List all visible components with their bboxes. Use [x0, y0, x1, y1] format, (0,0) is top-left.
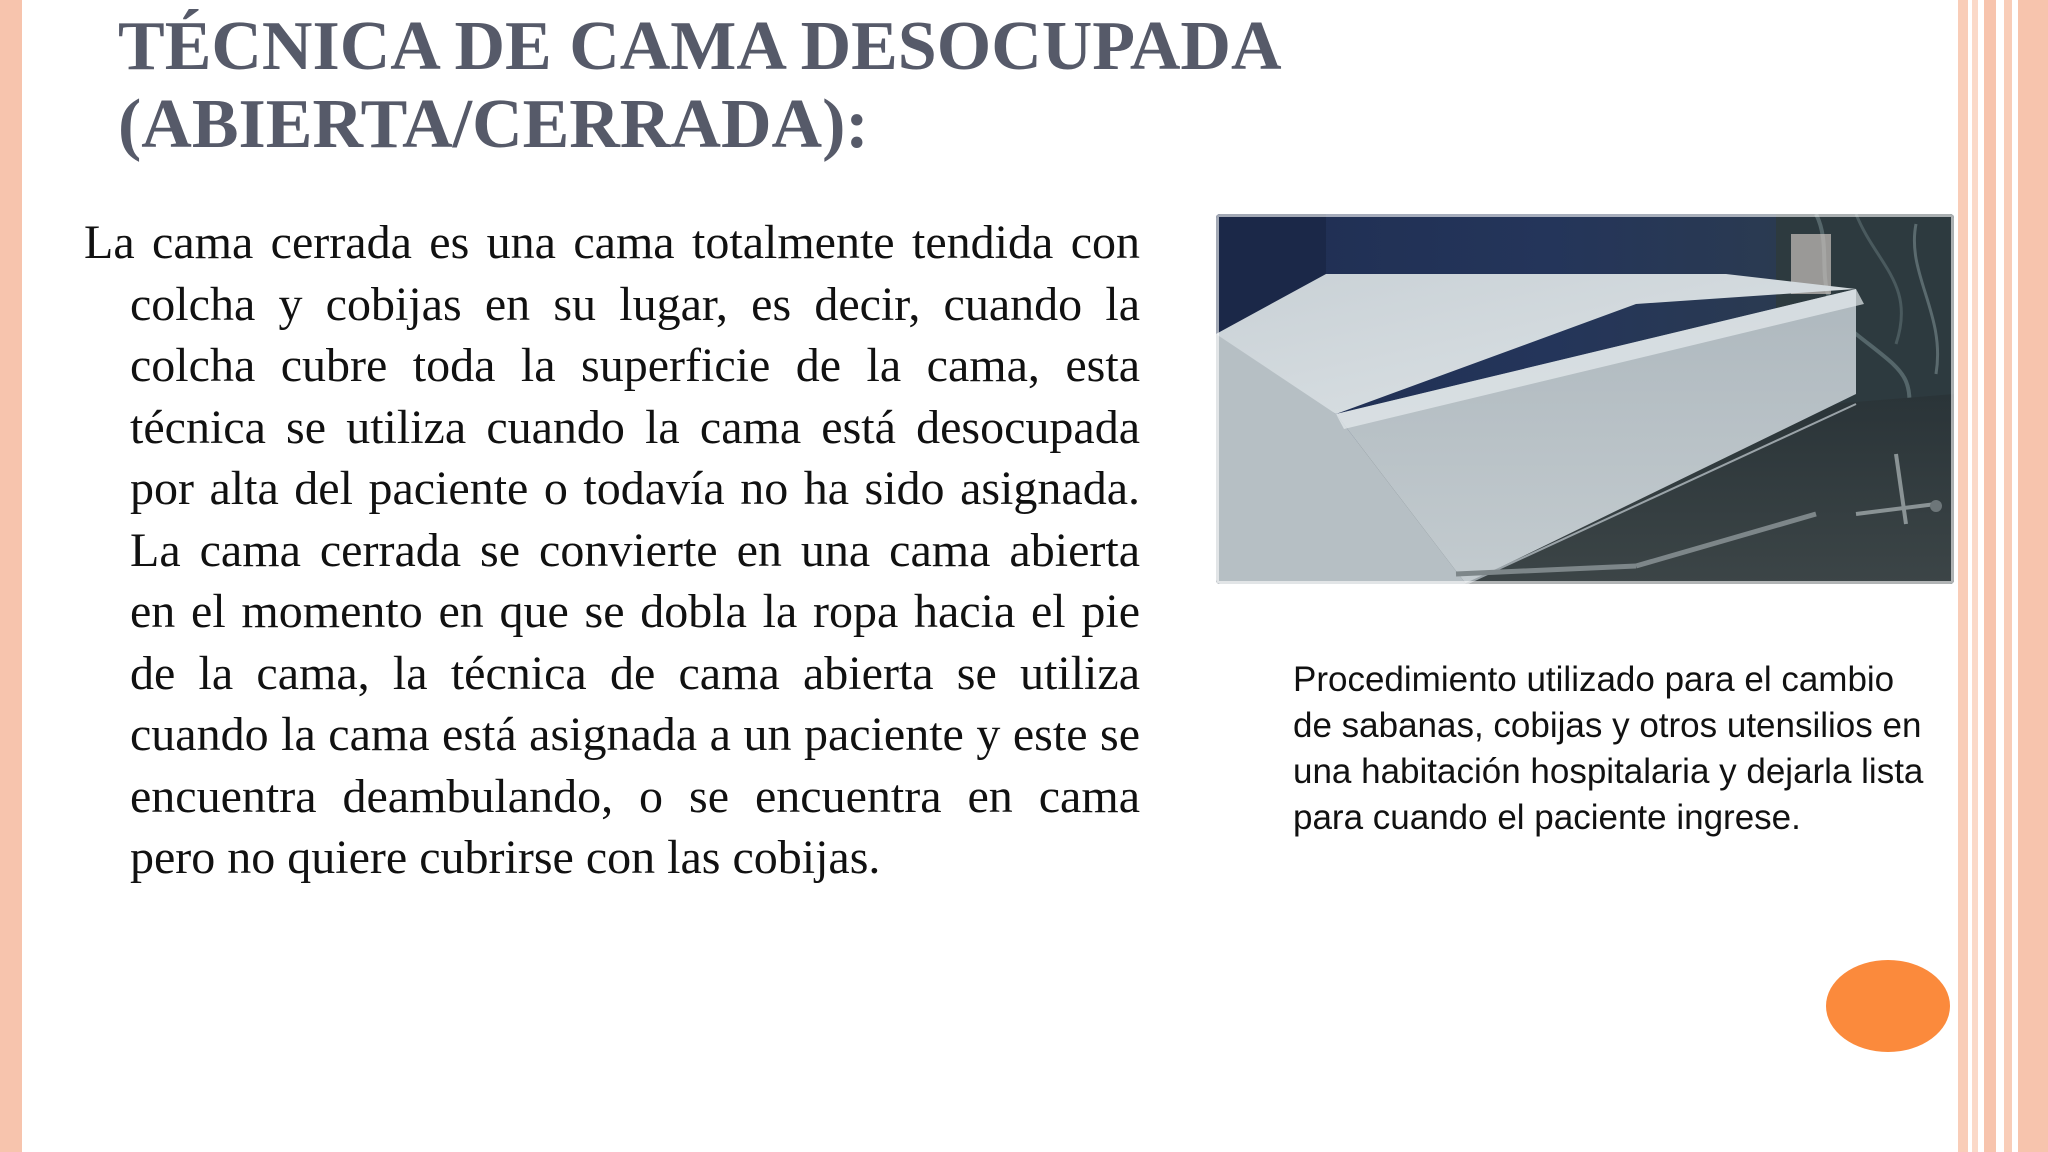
photo-caption: Procedimiento utilizado para el cambio de sabanas, cobijas y otros utensilios en una habitación hospitalaria y dejarla lista para cuando el paciente ingrese.: [1293, 660, 1924, 837]
right-border-stripes: [1958, 0, 2048, 1152]
slide-title: TÉCNICA DE CAMA DESOCUPADA (ABIERTA/CERRADA):: [118, 8, 1278, 163]
orange-circle-decoration: [1826, 960, 1950, 1052]
hospital-bed-photo: [1216, 214, 1954, 584]
body-paragraph: La cama cerrada es una cama totalmente tendida con colcha y cobijas en su lugar, es decir, cuando la colcha cubre toda la superficie de la cama, esta técnica se utiliza cuando la cama está desocupada por alta del paciente o todavía no ha sido asignada. La cama cerrada se convierte en una cama abierta en el momento en que se dobla la ropa hacia el pie de la cama, la técnica de cama abierta se utiliza cuando la cama está asignada a un paciente y este se encuentra deambulando, o se encuentra en cama pero no quiere cubrirse con las cobijas.: [84, 216, 1140, 884]
left-border-bar: [0, 0, 22, 1152]
